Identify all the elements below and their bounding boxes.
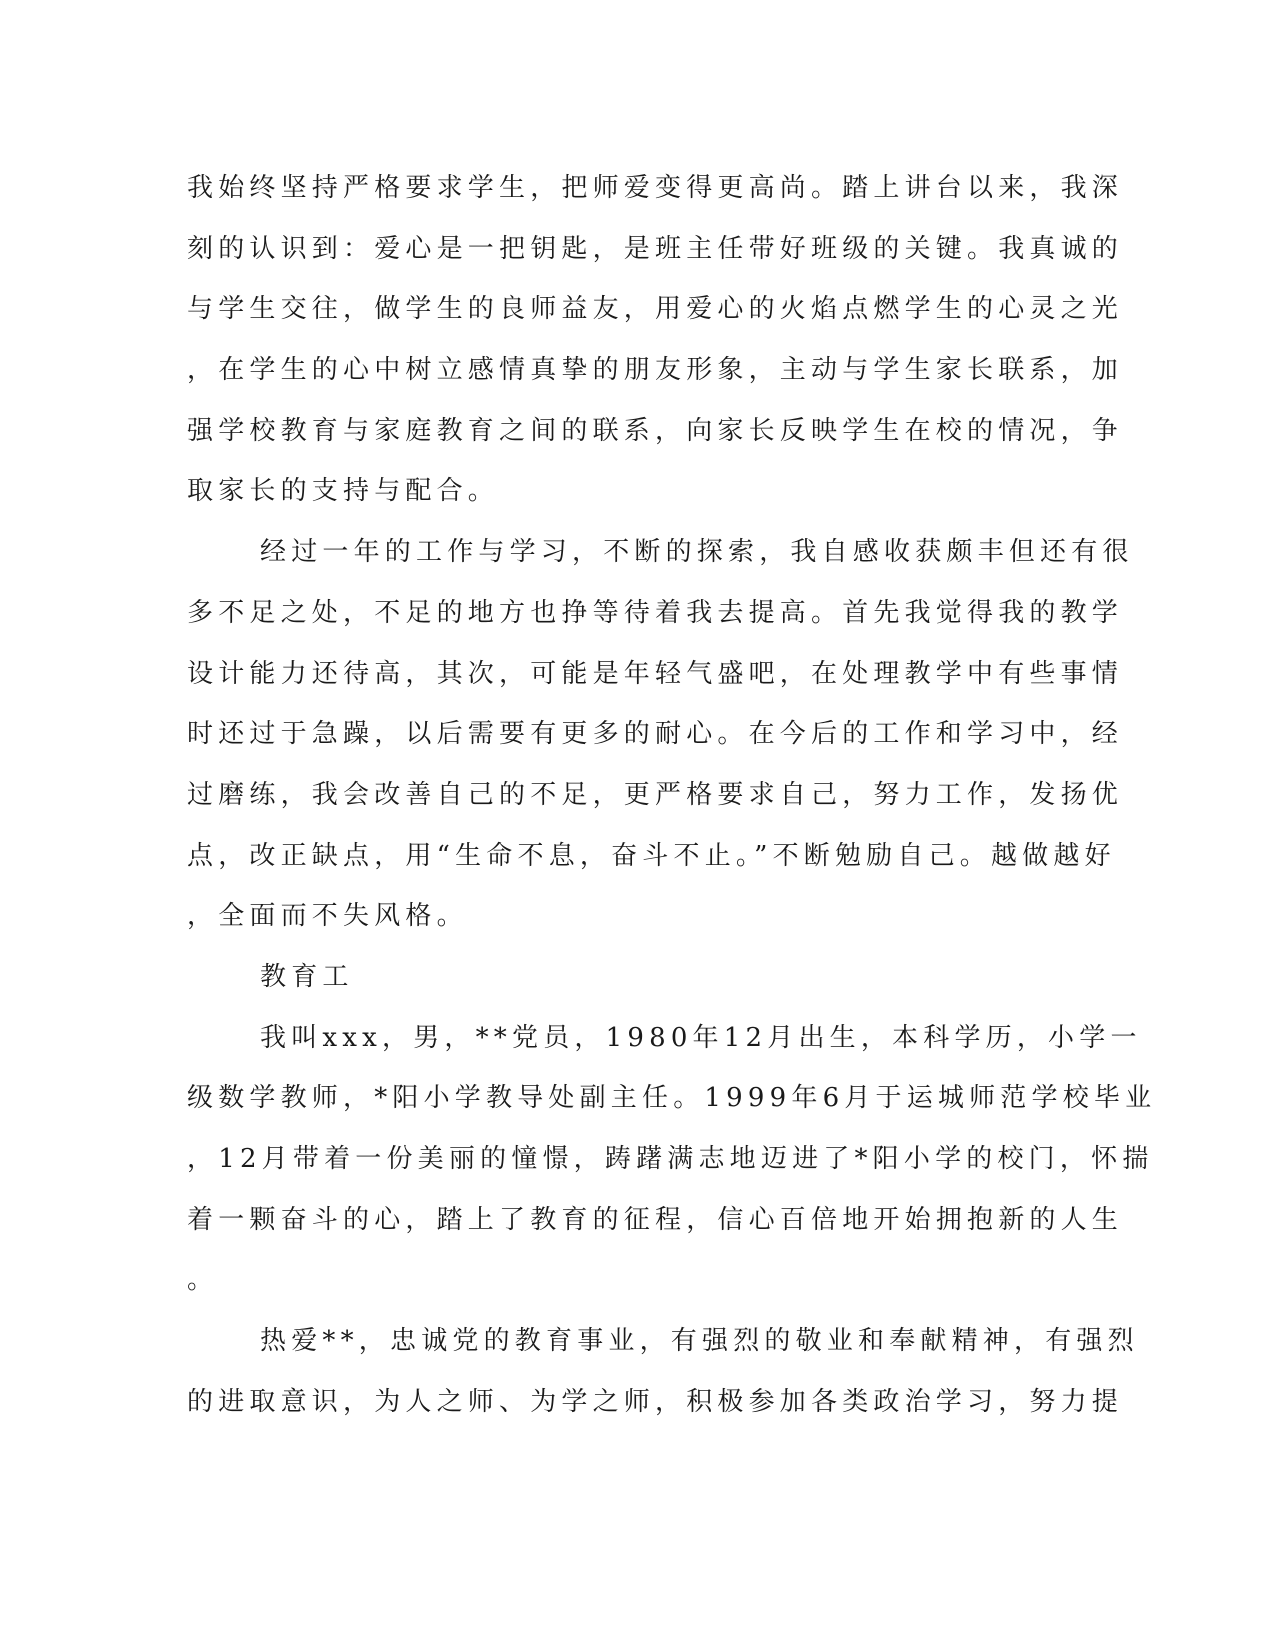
text-line: 经过一年的工作与学习，不断的探索，我自感收获颇丰但还有很 bbox=[260, 537, 1134, 568]
text-line: 着一颗奋斗的心，踏上了教育的征程，信心百倍地开始拥抱新的人生 bbox=[187, 1204, 1124, 1235]
text-line: 设计能力还待高，其次，可能是年轻气盛吧，在处理教学中有些事情 bbox=[187, 658, 1124, 689]
text-line: 多不足之处，不足的地方也挣等待着我去提高。首先我觉得我的教学 bbox=[187, 597, 1124, 628]
document-body bbox=[187, 158, 1157, 1432]
text-line: 点，改正缺点，用“生命不息，奋斗不止。”不断勉励自己。越做越好 bbox=[187, 840, 1116, 871]
text-line: 过磨练，我会改善自己的不足，更严格要求自己，努力工作，发扬优 bbox=[187, 779, 1124, 810]
text-line: 取家长的支持与配合。 bbox=[187, 476, 500, 507]
text-line: 我叫xxx，男，**党员，1980年12月出生，本科学历，小学一 bbox=[260, 1022, 1142, 1053]
text-line: ，在学生的心中树立感情真挚的朋友形象，主动与学生家长联系，加 bbox=[187, 355, 1124, 386]
text-line: 。 bbox=[187, 1265, 219, 1296]
section-heading: 教育工 bbox=[260, 961, 354, 992]
text-line: 热爱**，忠诚党的教育事业，有强烈的敬业和奉献精神，有强烈 bbox=[260, 1326, 1139, 1357]
text-line: 刻的认识到：爱心是一把钥匙，是班主任带好班级的关键。我真诚的 bbox=[187, 233, 1124, 264]
text-line: 的进取意识，为人之师、为学之师，积极参加各类政治学习，努力提 bbox=[187, 1386, 1124, 1417]
text-line: 级数学教师，*阳小学教导处副主任。1999年6月于运城师范学校毕业 bbox=[187, 1083, 1157, 1114]
text-line: 时还过于急躁，以后需要有更多的耐心。在今后的工作和学习中，经 bbox=[187, 719, 1124, 750]
text-line: ，12月带着一份美丽的憧憬，踌躇满志地迈进了*阳小学的校门，怀揣 bbox=[187, 1144, 1154, 1174]
text-line: 我始终坚持严格要求学生，把师爱变得更高尚。踏上讲台以来，我深 bbox=[187, 173, 1124, 203]
text-line: 强学校教育与家庭教育之间的联系，向家长反映学生在校的情况，争 bbox=[187, 415, 1124, 446]
text-line: 与学生交往，做学生的良师益友，用爱心的火焰点燃学生的心灵之光 bbox=[187, 294, 1124, 325]
text-line: ，全面而不失风格。 bbox=[187, 901, 468, 932]
